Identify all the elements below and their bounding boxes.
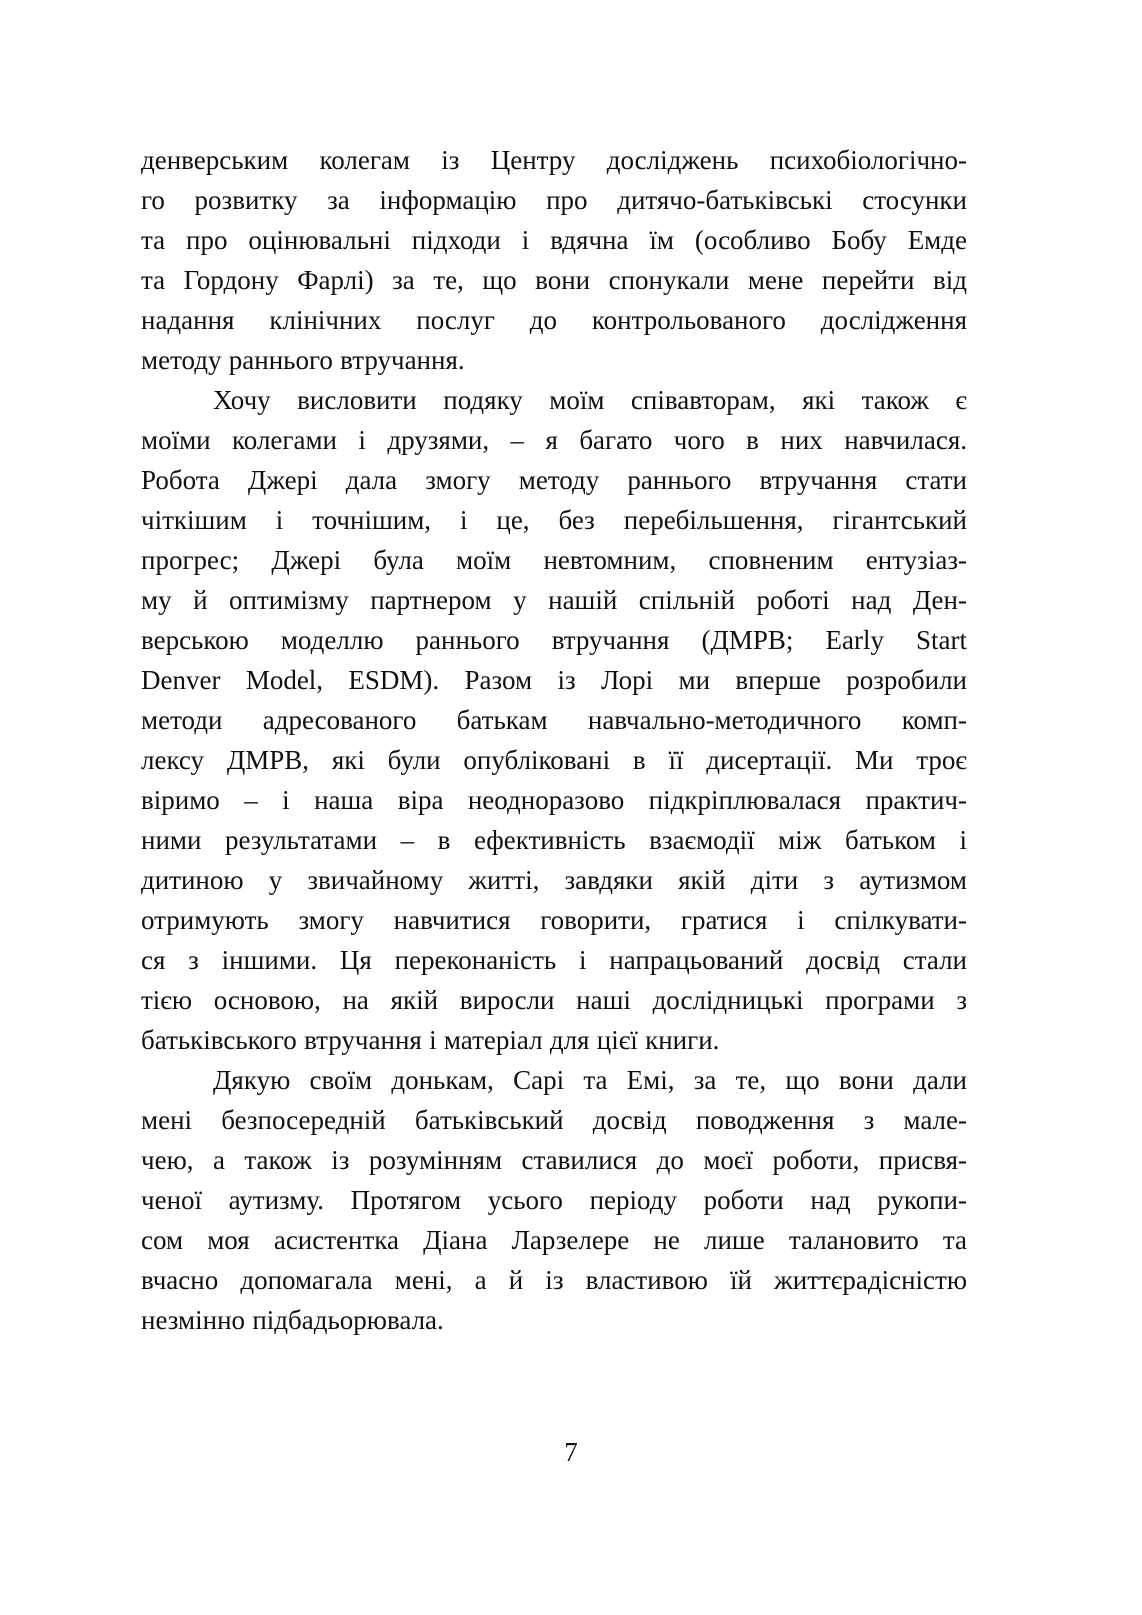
text-line: незмінно підбадьорювала. [141,1305,444,1335]
text-line: ся з іншими. Ця переконаність і напрацьований досвід стали [141,945,967,975]
text-line: тією основою, на якій виросли наші дослідницькі програми з [141,985,967,1015]
page-number: 7 [564,1437,578,1467]
text-line: ними результатами – в ефективність взаємодії між батьком і [141,825,967,855]
text-line: ченої аутизму. Протягом усього періоду роботи над рукопи- [141,1185,967,1215]
text-line: денверським колегам із Центру досліджень психобіологічно- [141,145,967,175]
text-line: верською моделлю раннього втручання (ДМРВ; Early Start [141,625,967,655]
paragraph [141,140,967,380]
text-line: надання клінічних послуг до контрольованого дослідження [141,305,967,335]
text-line: дитиною у звичайному житті, завдяки якій діти з аутизмом [141,865,967,895]
text-line: Дякую своїм донькам, Сарі та Емі, за те, що вони дали [213,1065,967,1095]
text-line: Хочу висловити подяку моїм співавторам, які також є [213,385,967,415]
text-line: Denver Model, ESDM). Разом із Лорі ми вперше розробили [141,665,967,695]
text-line: го розвитку за інформацію про дитячо-батьківські стосунки [141,185,967,215]
text-line: та про оцінювальні підходи і вдячна їм (особливо Бобу Емде [141,225,967,255]
text-line: му й оптимізму партнером у нашій спільній роботі над Ден- [141,585,967,615]
paragraph [141,1060,967,1340]
paragraph [141,380,967,1060]
text-line: отримують змогу навчитися говорити, гратися і спілкувати- [141,905,967,935]
text-line: моїми колегами і друзями, – я багато чого в них навчилася. [141,425,967,455]
text-line: віримо – і наша віра неодноразово підкріплювалася практич- [141,785,967,815]
text-line: методу раннього втручання. [141,345,465,375]
text-line: сом моя асистентка Діана Ларзелере не лише талановито та [141,1225,967,1255]
text-line: чею, а також із розумінням ставилися до моєї роботи, присвя- [141,1145,967,1175]
text-line: мені безпосередній батьківський досвід поводження з мале- [141,1105,967,1135]
text-line: та Гордону Фарлі) за те, що вони спонукали мене перейти від [141,265,967,295]
text-line: чіткішим і точнішим, і це, без перебільшення, гігантський [141,505,967,535]
text-line: прогрес; Джері була моїм невтомним, сповненим ентузіаз- [141,545,967,575]
text-line: батьківського втручання і матеріал для цієї книги. [141,1025,720,1055]
text-line: лексу ДМРВ, які були опубліковані в її дисертації. Ми троє [141,745,967,775]
text-line: вчасно допомагала мені, а й із властивою їй життєрадісністю [141,1265,967,1295]
text-line: методи адресованого батькам навчально-методичного комп- [141,705,967,735]
text-block [141,140,967,1340]
text-line: Робота Джері дала змогу методу раннього втручання стати [141,465,967,495]
